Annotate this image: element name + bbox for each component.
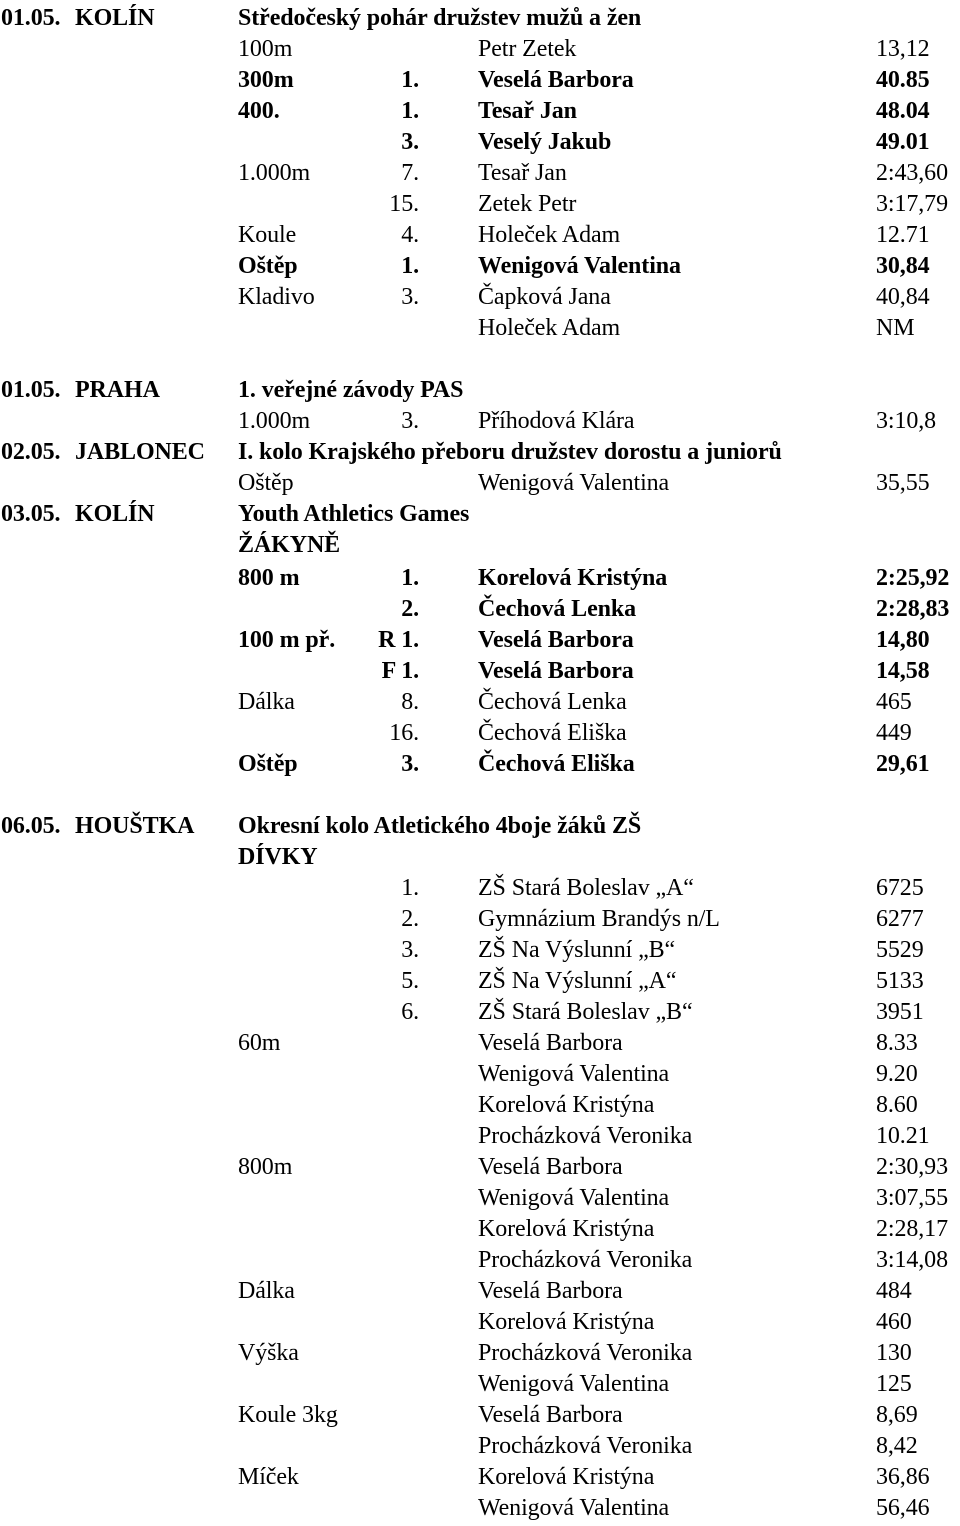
meet-header-row (0, 375, 960, 406)
placement: 1. (401, 98, 419, 124)
result-value: 3:14,08 (876, 1247, 948, 1273)
athlete-name: Veselá Barbora (478, 1402, 623, 1428)
result-value: 9.20 (876, 1061, 918, 1087)
placement: 3. (401, 751, 419, 777)
result-value: 49.01 (876, 129, 930, 155)
result-value: 2:30,93 (876, 1154, 948, 1180)
result-row (0, 406, 960, 437)
placement: 1. (401, 565, 419, 591)
result-value: 36,86 (876, 1464, 930, 1490)
placement: F 1. (381, 658, 419, 684)
meet-venue: KOLÍN (75, 501, 155, 527)
athlete-name: Zetek Petr (478, 191, 577, 217)
athlete-name: Tesař Jan (478, 160, 567, 186)
meet-title: Youth Athletics Games (238, 501, 470, 527)
result-row (0, 127, 960, 158)
meet-date: 01.05. (1, 377, 61, 403)
athlete-name: Holeček Adam (478, 315, 621, 341)
result-row (0, 65, 960, 96)
result-value: 40,84 (876, 284, 930, 310)
athlete-name: Holeček Adam (478, 222, 621, 248)
placement: 3. (401, 408, 419, 434)
result-row (0, 656, 960, 687)
result-value: 2:28,83 (876, 596, 950, 622)
athlete-name: Wenigová Valentina (478, 1185, 670, 1211)
result-row (0, 96, 960, 127)
result-value: 40.85 (876, 67, 930, 93)
athlete-name: Tesař Jan (478, 98, 577, 124)
placement: 3. (401, 284, 419, 310)
result-value: 8.33 (876, 1030, 918, 1056)
result-row (0, 313, 960, 344)
event-name: Oštěp (238, 470, 294, 496)
result-value: 56,46 (876, 1495, 930, 1521)
result-row (0, 1245, 960, 1276)
athlete-name: Procházková Veronika (478, 1433, 693, 1459)
athlete-name: Korelová Kristýna (478, 565, 668, 591)
result-row (0, 563, 960, 594)
meet-venue: HOUŠTKA (75, 813, 195, 839)
athlete-name: Procházková Veronika (478, 1123, 693, 1149)
event-name: Výška (238, 1340, 299, 1366)
athlete-name: ZŠ Stará Boleslav „A“ (478, 875, 694, 901)
result-value: 465 (876, 689, 912, 715)
event-name: 800 m (238, 565, 300, 591)
result-value: NM (876, 315, 915, 341)
meet-title: I. kolo Krajského přeboru družstev dorostu a juniorů (238, 439, 782, 465)
result-value: 30,84 (876, 253, 930, 279)
event-name: 800m (238, 1154, 293, 1180)
meet-header-row (0, 811, 960, 842)
athlete-name: Veselá Barbora (478, 658, 634, 684)
result-row (0, 1338, 960, 1369)
placement: 15. (389, 191, 419, 217)
result-value: 10.21 (876, 1123, 930, 1149)
athlete-name: Čechová Eliška (478, 751, 635, 777)
result-row (0, 1462, 960, 1493)
placement: 1. (401, 253, 419, 279)
result-value: 3951 (876, 999, 924, 1025)
result-value: 484 (876, 1278, 912, 1304)
result-row (0, 842, 960, 873)
athlete-name: Veselá Barbora (478, 67, 634, 93)
result-row (0, 625, 960, 656)
athlete-name: Veselý Jakub (478, 129, 612, 155)
result-value: 8,42 (876, 1433, 918, 1459)
meet-venue: JABLONEC (75, 439, 205, 465)
result-value: 13,12 (876, 36, 930, 62)
athlete-name: Wenigová Valentina (478, 470, 670, 496)
result-value: 130 (876, 1340, 912, 1366)
event-name: Dálka (238, 689, 295, 715)
result-row (0, 935, 960, 966)
result-value: 3:17,79 (876, 191, 948, 217)
athlete-name: Veselá Barbora (478, 627, 634, 653)
meet-venue: KOLÍN (75, 5, 155, 31)
event-name: Kladivo (238, 284, 315, 310)
placement: 1. (401, 875, 419, 901)
meet-header-row (0, 3, 960, 34)
result-row (0, 749, 960, 780)
placement: 7. (401, 160, 419, 186)
result-row (0, 718, 960, 749)
athlete-name: Gymnázium Brandýs n/L (478, 906, 720, 932)
athlete-name: Veselá Barbora (478, 1278, 623, 1304)
athlete-name: Procházková Veronika (478, 1340, 693, 1366)
placement: 5. (401, 968, 419, 994)
result-value: 449 (876, 720, 912, 746)
meet-title: 1. veřejné závody PAS (238, 377, 464, 403)
result-value: 35,55 (876, 470, 930, 496)
athlete-name: Procházková Veronika (478, 1247, 693, 1273)
result-row (0, 1400, 960, 1431)
athlete-name: Korelová Kristýna (478, 1464, 655, 1490)
result-row (0, 1431, 960, 1462)
meet-title: Středočeský pohár družstev mužů a žen (238, 5, 642, 31)
athlete-name: Čechová Lenka (478, 596, 637, 622)
result-row (0, 158, 960, 189)
athlete-name: Veselá Barbora (478, 1154, 623, 1180)
result-value: 3:10,8 (876, 408, 937, 434)
result-row (0, 873, 960, 904)
athlete-name: Korelová Kristýna (478, 1092, 655, 1118)
placement: 3. (401, 129, 419, 155)
athlete-name: ZŠ Na Výslunní „A“ (478, 968, 677, 994)
result-value: 14,58 (876, 658, 930, 684)
result-row (0, 1152, 960, 1183)
meet-header-row (0, 437, 960, 468)
athlete-name: ZŠ Stará Boleslav „B“ (478, 999, 693, 1025)
result-row (0, 189, 960, 220)
placement: 6. (401, 999, 419, 1025)
placement: 16. (389, 720, 419, 746)
result-row (0, 904, 960, 935)
result-value: 2:28,17 (876, 1216, 948, 1242)
result-value: 2:43,60 (876, 160, 948, 186)
athlete-name: Wenigová Valentina (478, 1495, 670, 1521)
event-name: 400. (238, 98, 280, 124)
athlete-name: Wenigová Valentina (478, 1371, 670, 1397)
result-row (0, 468, 960, 499)
result-value: 8.60 (876, 1092, 918, 1118)
meet-date: 02.05. (1, 439, 61, 465)
meet-date: 03.05. (1, 501, 61, 527)
meet-title: ŽÁKYNĚ (238, 532, 341, 558)
result-row (0, 1183, 960, 1214)
result-value: 6277 (876, 906, 924, 932)
result-row (0, 1307, 960, 1338)
placement: 4. (401, 222, 419, 248)
result-row (0, 530, 960, 561)
result-row (0, 1028, 960, 1059)
result-value: 125 (876, 1371, 912, 1397)
result-value: 12.71 (876, 222, 930, 248)
result-value: 2:25,92 (876, 565, 950, 591)
athlete-name: Korelová Kristýna (478, 1216, 655, 1242)
placement: R 1. (378, 627, 419, 653)
result-value: 460 (876, 1309, 912, 1335)
result-row (0, 251, 960, 282)
event-name: Dálka (238, 1278, 295, 1304)
event-name: 1.000m (238, 160, 311, 186)
placement: 1. (401, 67, 419, 93)
meet-header-row (0, 499, 960, 530)
athlete-name: Čapková Jana (478, 284, 611, 310)
result-value: 6725 (876, 875, 924, 901)
result-row (0, 34, 960, 65)
result-row (0, 220, 960, 251)
result-row (0, 1493, 960, 1524)
result-value: 14,80 (876, 627, 930, 653)
result-row (0, 282, 960, 313)
result-row (0, 1059, 960, 1090)
event-name: 1.000m (238, 408, 311, 434)
placement: 2. (401, 906, 419, 932)
event-name: 300m (238, 67, 294, 93)
placement: 3. (401, 937, 419, 963)
event-name: Oštěp (238, 253, 298, 279)
event-name: Koule (238, 222, 297, 248)
result-row (0, 1214, 960, 1245)
meet-date: 01.05. (1, 5, 61, 31)
result-row (0, 1090, 960, 1121)
meet-title: DÍVKY (238, 844, 318, 870)
meet-venue: PRAHA (75, 377, 160, 403)
result-value: 5133 (876, 968, 924, 994)
meet-title: Okresní kolo Atletického 4boje žáků ZŠ (238, 813, 642, 839)
result-row (0, 1369, 960, 1400)
result-row (0, 1276, 960, 1307)
result-value: 48.04 (876, 98, 930, 124)
result-value: 3:07,55 (876, 1185, 948, 1211)
result-value: 29,61 (876, 751, 930, 777)
athlete-name: Petr Zetek (478, 36, 577, 62)
event-name: 60m (238, 1030, 281, 1056)
meet-date: 06.05. (1, 813, 61, 839)
athlete-name: Čechová Lenka (478, 689, 627, 715)
event-name: 100m (238, 36, 293, 62)
event-name: Oštěp (238, 751, 298, 777)
event-name: Koule 3kg (238, 1402, 338, 1428)
result-value: 8,69 (876, 1402, 918, 1428)
athlete-name: Čechová Eliška (478, 720, 627, 746)
athlete-name: Wenigová Valentina (478, 253, 681, 279)
athlete-name: Wenigová Valentina (478, 1061, 670, 1087)
event-name: Míček (238, 1464, 299, 1490)
result-row (0, 594, 960, 625)
result-row (0, 1121, 960, 1152)
athlete-name: Příhodová Klára (478, 408, 635, 434)
result-row (0, 997, 960, 1028)
result-row (0, 966, 960, 997)
event-name: 100 m př. (238, 627, 336, 653)
placement: 8. (401, 689, 419, 715)
athlete-name: Korelová Kristýna (478, 1309, 655, 1335)
placement: 2. (401, 596, 419, 622)
athlete-name: ZŠ Na Výslunní „B“ (478, 937, 676, 963)
result-value: 5529 (876, 937, 924, 963)
result-row (0, 687, 960, 718)
athlete-name: Veselá Barbora (478, 1030, 623, 1056)
